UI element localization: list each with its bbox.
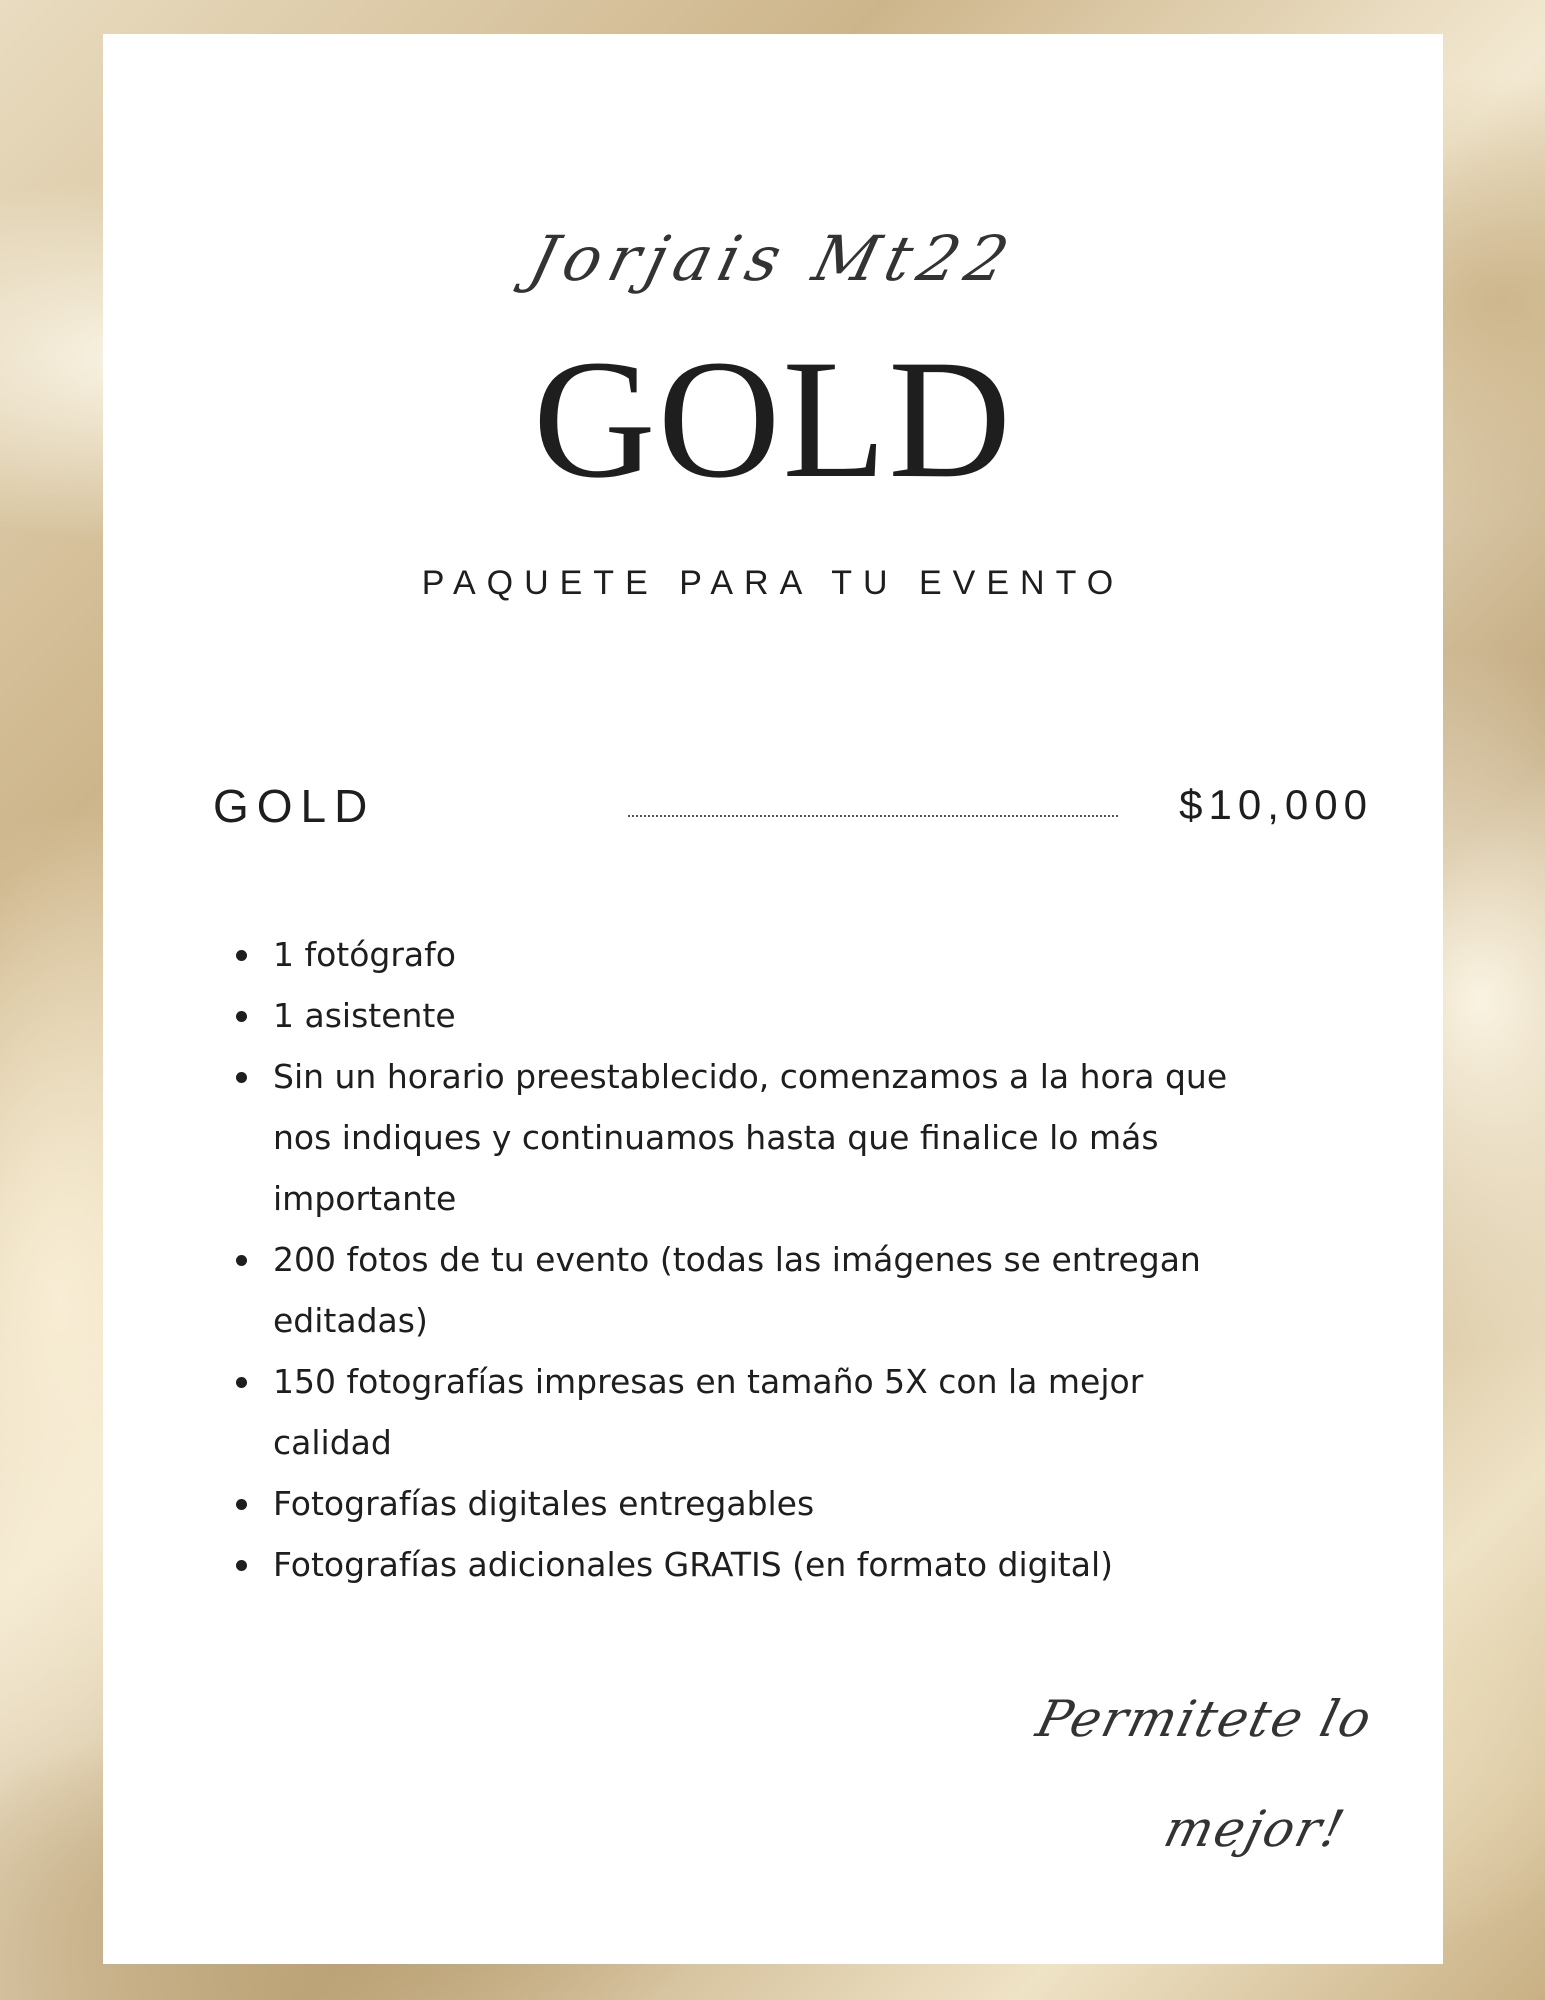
page-title: GOLD (532, 325, 1014, 513)
feature-list (233, 924, 1233, 1595)
feature-text: Fotografías adicionales GRATIS (en formato digital) (273, 1545, 1113, 1584)
list-item (233, 1473, 1233, 1534)
package-price-row (213, 779, 1373, 839)
price-sheet-card (103, 34, 1443, 1964)
bullet-icon (236, 950, 247, 961)
list-item (233, 985, 1233, 1046)
bullet-icon (236, 1499, 247, 1510)
feature-text: Sin un horario preestablecido, comenzamos a la hora que nos indiques y continuamos hasta que finalice lo más importante (273, 1057, 1228, 1218)
list-item (233, 1351, 1233, 1473)
bullet-icon (236, 1011, 247, 1022)
bullet-icon (236, 1255, 247, 1266)
dotted-leader (628, 815, 1118, 817)
list-item (233, 1046, 1233, 1229)
bullet-icon (236, 1377, 247, 1388)
closing-signature (911, 1664, 1386, 1884)
closing-line-1: Permitete lo (1030, 1690, 1379, 1748)
package-name: GOLD (213, 780, 376, 832)
list-item (233, 1229, 1233, 1351)
bullet-icon (236, 1560, 247, 1571)
feature-text: 200 fotos de tu evento (todas las imágenes se entregan editadas) (273, 1240, 1201, 1340)
list-item (233, 1534, 1233, 1595)
feature-text: Fotografías digitales entregables (273, 1484, 815, 1523)
feature-text: 1 asistente (273, 996, 456, 1035)
feature-text: 1 fotógrafo (273, 935, 456, 974)
feature-text: 150 fotografías impresas en tamaño 5X con la mejor calidad (273, 1362, 1144, 1462)
bullet-icon (236, 1072, 247, 1083)
page-subtitle: PAQUETE PARA TU EVENTO (421, 564, 1125, 602)
brand-signature: Jorjais Mt22 (522, 222, 1024, 295)
closing-line-2: mejor! (1158, 1800, 1352, 1858)
list-item (233, 924, 1233, 985)
package-price: $10,000 (1179, 781, 1373, 828)
